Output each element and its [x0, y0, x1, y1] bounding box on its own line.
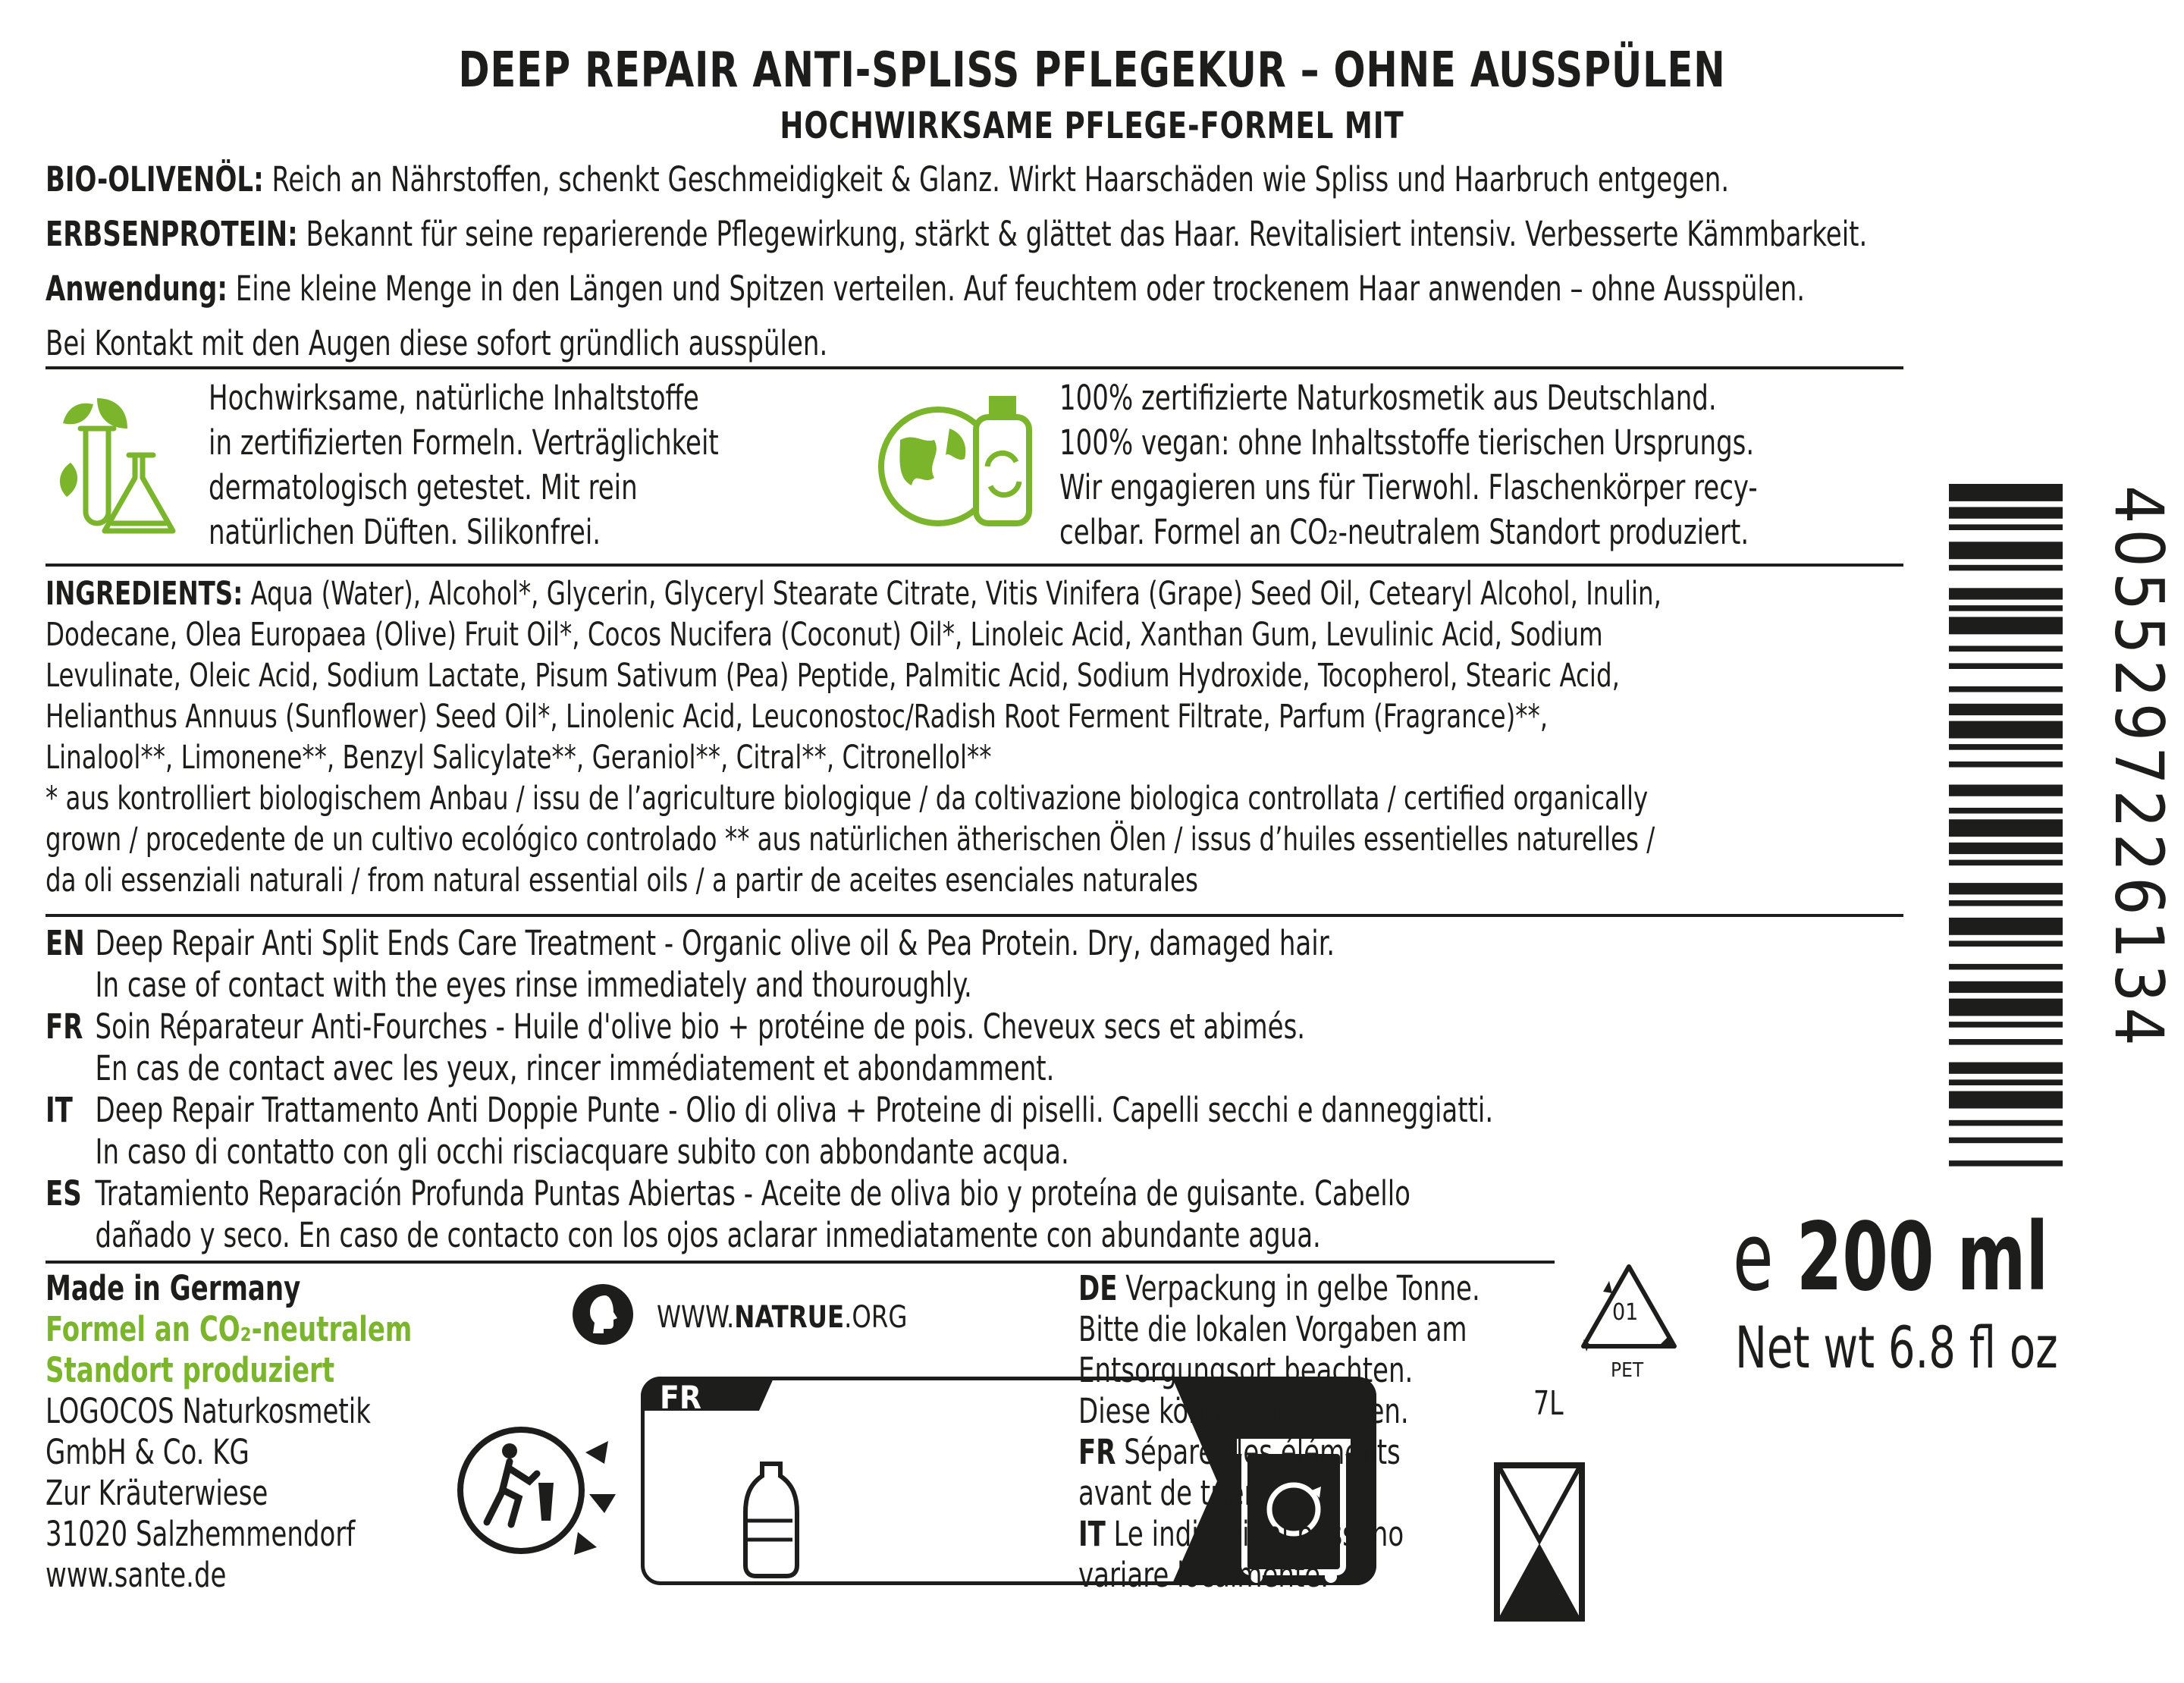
barcode-bar — [1949, 484, 2063, 501]
ingredients-line: Helianthus Annuus (Sunflower) Seed Oil*, Linolenic Acid, Leuconostoc/Radish Root Ferment Filtrate, Parfum (Fragrance)**, — [46, 698, 1549, 736]
disposal-text: Diese können abweichen. — [1078, 1391, 1409, 1431]
barcode-bar — [1949, 761, 2063, 768]
barcode-bar — [1949, 663, 2063, 669]
features-right — [1059, 375, 1758, 554]
feature-right-line: celbar. Formel an CO₂-neutralem Standort produziert. — [1059, 512, 1749, 552]
barcode-bar — [1949, 744, 2063, 750]
ingredients-footnote: grown / procedente de un cultivo ecológico controlado ** aus natürlichen ätherischen Ölen / issus d’huiles essentielles naturelles / — [46, 821, 1655, 859]
ingredients-line: Dodecane, Olea Europaea (Olive) Fruit Oil*, Cocos Nucifera (Coconut) Oil*, Linoleic Acid, Xanthan Gum, Levulinic Acid, Sodium — [46, 616, 1603, 654]
pea-line — [46, 214, 1867, 254]
barcode-bar — [1949, 999, 2063, 1016]
product-subtitle: HOCHWIRKSAME PFLEGE-FORMEL MIT — [780, 105, 1404, 147]
e-mark-icon: e — [1733, 1203, 1774, 1312]
barcode-bar — [1949, 1091, 2063, 1109]
olive-label: BIO-OLIVENÖL: — [46, 159, 264, 199]
product-title: DEEP REPAIR ANTI-SPLISS PFLEGEKUR – OHNE AUSSPÜLEN — [458, 42, 1726, 99]
co2-claim: Formel an CO₂-neutralem — [46, 1309, 413, 1349]
barcode-bar — [1949, 981, 2063, 993]
company-form: GmbH & Co. KG — [46, 1432, 249, 1472]
disposal-de — [1078, 1268, 1480, 1309]
natrue-suffix: .ORG — [844, 1300, 908, 1335]
barcode-digits: 4055297226134 — [2100, 485, 2178, 1051]
city: 31020 Salzhemmendorf — [46, 1514, 356, 1554]
disposal-text: variare localmente. — [1078, 1555, 1329, 1595]
lang-text: Tratamiento Reparación Profunda Puntas Abiertas - Aceite de oliva bio y proteína de guisante. Cabello — [95, 1173, 1410, 1214]
manufacturer-block — [46, 1268, 412, 1596]
disposal-text: Entsorgungsort beachten. — [1078, 1350, 1414, 1390]
barcode-bar — [1949, 1138, 2063, 1144]
pao-label: 7L — [1533, 1384, 1564, 1423]
lang-text: Soin Réparateur Anti-Fourches - Huile d'olive bio + protéine de pois. Cheveux secs et abimés. — [95, 1006, 1306, 1047]
barcode-bar — [1949, 1160, 2063, 1166]
barcode-bar — [1949, 843, 2063, 854]
olive-line — [46, 159, 1729, 199]
disposal-code: FR — [1078, 1432, 1116, 1472]
disposal-text: Séparez les éléments — [1116, 1432, 1401, 1472]
ingredients-footnote: da oli essenziali naturali / from natural essential oils / a partir de aceites esenciales naturales — [46, 862, 1198, 900]
feature-right-line: 100% zertifizierte Naturkosmetik aus Deutschland. — [1059, 378, 1717, 418]
barcode-bar — [1949, 524, 2063, 530]
triman-country: FR — [660, 1379, 701, 1416]
ingredients-line: Linalool**, Limonene**, Benzyl Salicylate**, Geraniol**, Citral**, Citronellol** — [46, 739, 992, 777]
natrue-url — [657, 1297, 907, 1338]
disposal-block — [1078, 1268, 1480, 1596]
made-in: Made in Germany — [46, 1268, 301, 1308]
lang-en-line — [46, 922, 1493, 964]
disposal-text: Verpackung in gelbe Tonne. — [1117, 1268, 1480, 1308]
barcode-bar — [1949, 1063, 2063, 1074]
usage-line-2: Bei Kontakt mit den Augen diese sofort gründlich ausspülen. — [46, 323, 828, 363]
lang-es-line-2: dañado y seco. En caso de contacto con los ojos aclarar inmediatamente con abundante agua. — [95, 1215, 1321, 1255]
disposal-it — [1078, 1514, 1480, 1555]
ingredients-label: INGREDIENTS: — [46, 575, 243, 613]
street: Zur Kräuterwiese — [46, 1473, 268, 1513]
co2-claim-2: Standort produziert — [46, 1350, 335, 1390]
barcode-bar — [1949, 785, 2063, 796]
divider — [46, 366, 1903, 369]
ingredients-footnote: * aus kontrolliert biologischem Anbau / issu de l’agriculture biologique / da coltivazione biologica controllata / certified organically — [46, 780, 1649, 818]
translations-block — [46, 922, 1493, 1256]
barcode-bar — [1949, 918, 2063, 935]
barcode-bar — [1949, 808, 2063, 814]
lang-fr-line-2: En cas de contact avec les yeux, rincer immédiatement et abondamment. — [95, 1048, 1055, 1088]
usage-line — [46, 268, 1805, 309]
ingredients-line: Levulinate, Oleic Acid, Sodium Lactate, Pisum Sativum (Pea) Peptide, Palmitic Acid, Sodium Hydroxide, Tocopherol, Stearic Acid, — [46, 657, 1620, 695]
usage-text: Eine kleine Menge in den Längen und Spitzen verteilen. Auf feuchtem oder trockenem Haar anwenden – ohne Ausspülen. — [227, 268, 1806, 309]
barcode-bar — [1949, 646, 2063, 652]
globe-bottle-icon — [874, 387, 1048, 538]
feature-right-line: Wir engagieren uns für Tierwohl. Flaschenkörper recy- — [1059, 467, 1758, 507]
ingredients-text: Aqua (Water), Alcohol*, Glycerin, Glyceryl Stearate Citrate, Vitis Vinifera (Grape) Seed Oil, Cetearyl Alcohol, Inulin, — [243, 575, 1662, 613]
disposal-code: DE — [1078, 1268, 1118, 1308]
lang-code: IT — [46, 1090, 73, 1130]
pea-label: ERBSENPROTEIN: — [46, 214, 298, 254]
lang-it-line — [46, 1089, 1493, 1131]
olive-text: Reich an Nährstoffen, schenkt Geschmeidigkeit & Glanz. Wirkt Haarschäden wie Spliss und Haarbruch entgegen. — [263, 159, 1730, 199]
barcode-bar — [1949, 588, 2063, 599]
disposal-text: avant de trier. — [1078, 1473, 1260, 1513]
disposal-text: Bitte die lokalen Vorgaben am — [1078, 1309, 1467, 1349]
ingredients-block — [46, 573, 1662, 901]
lang-text: Deep Repair Trattamento Anti Doppie Punte - Olio di oliva + Proteine di piselli. Capelli secchi e danneggiatti. — [95, 1090, 1494, 1130]
disposal-code: IT — [1078, 1514, 1106, 1554]
barcode-bar — [1949, 860, 2063, 866]
barcode-bar — [1949, 1039, 2063, 1045]
feature-left-line: Hochwirksame, natürliche Inhaltstoffe — [209, 378, 699, 418]
feature-left-line: dermatologisch getestet. Mit rein — [209, 467, 638, 507]
divider — [46, 914, 1903, 917]
barcode-bar — [1949, 883, 2063, 894]
barcode-bar — [1949, 721, 2063, 739]
lang-fr-line — [46, 1006, 1493, 1047]
barcode-bar — [1949, 507, 2063, 519]
divider — [46, 1261, 1555, 1264]
pea-text: Bekannt für seine reparierende Pflegewirkung, stärkt & glättet das Haar. Revitalisiert intensiv. Verbesserte Kämmbarkeit. — [297, 214, 1868, 254]
natrue-brand: NATRUE — [734, 1300, 845, 1335]
barcode-bar — [1949, 617, 2063, 634]
natrue-logo-icon — [569, 1280, 637, 1349]
natrue-prefix: WWW. — [657, 1300, 735, 1335]
barcode-bar — [1949, 686, 2063, 692]
lang-code: ES — [46, 1173, 82, 1214]
lang-code: EN — [46, 923, 85, 963]
barcode-bar — [1949, 542, 2063, 559]
barcode-bar — [1949, 819, 2063, 837]
volume-line — [1733, 1203, 2048, 1312]
usage-label: Anwendung: — [46, 268, 228, 309]
website: www.sante.de — [46, 1555, 227, 1595]
barcode-bar — [1949, 565, 2063, 571]
recycling-material: PET — [1611, 1359, 1644, 1382]
barcode-bar — [1949, 704, 2063, 715]
barcode-bar — [1949, 900, 2063, 906]
feature-left-line: natürlichen Düften. Silikonfrei. — [209, 512, 601, 552]
triman-icon — [457, 1399, 623, 1574]
barcode-bar — [1949, 605, 2063, 611]
features-left — [209, 375, 719, 554]
barcode-bar — [1949, 964, 2063, 970]
barcode-bar — [1949, 1079, 2063, 1085]
barcode-bar — [1949, 1022, 2063, 1028]
hourglass-icon — [1494, 1462, 1585, 1622]
net-weight: Net wt 6.8 fl oz — [1735, 1314, 2058, 1381]
lang-en-line-2: In case of contact with the eyes rinse immediately and thouroughly. — [95, 965, 972, 1005]
company-name: LOGOCOS Naturkosmetik — [46, 1391, 371, 1431]
feature-right-line: 100% vegan: ohne Inhaltsstoffe tierischen Ursprungs. — [1059, 422, 1755, 463]
divider — [46, 564, 1903, 567]
barcode-bar — [1949, 940, 2063, 947]
ingredients-line — [46, 573, 1662, 614]
lab-leaf-icon — [52, 383, 188, 542]
disposal-fr — [1078, 1432, 1480, 1473]
lang-it-line-2: In caso di contatto con gli occhi risciacquare subito con abbondante acqua. — [95, 1132, 1069, 1172]
volume-amount: 200 ml — [1796, 1203, 2049, 1312]
lang-code: FR — [46, 1006, 83, 1047]
disposal-text: Le indicazioni possono — [1105, 1514, 1404, 1554]
feature-left-line: in zertifizierten Formeln. Verträglichkeit — [209, 422, 719, 463]
barcode-bar — [1949, 1120, 2063, 1126]
recycling-number: 01 — [1612, 1299, 1639, 1326]
lang-text: Deep Repair Anti Split Ends Care Treatment - Organic olive oil & Pea Protein. Dry, damaged hair. — [95, 923, 1335, 963]
lang-es-line — [46, 1173, 1493, 1214]
